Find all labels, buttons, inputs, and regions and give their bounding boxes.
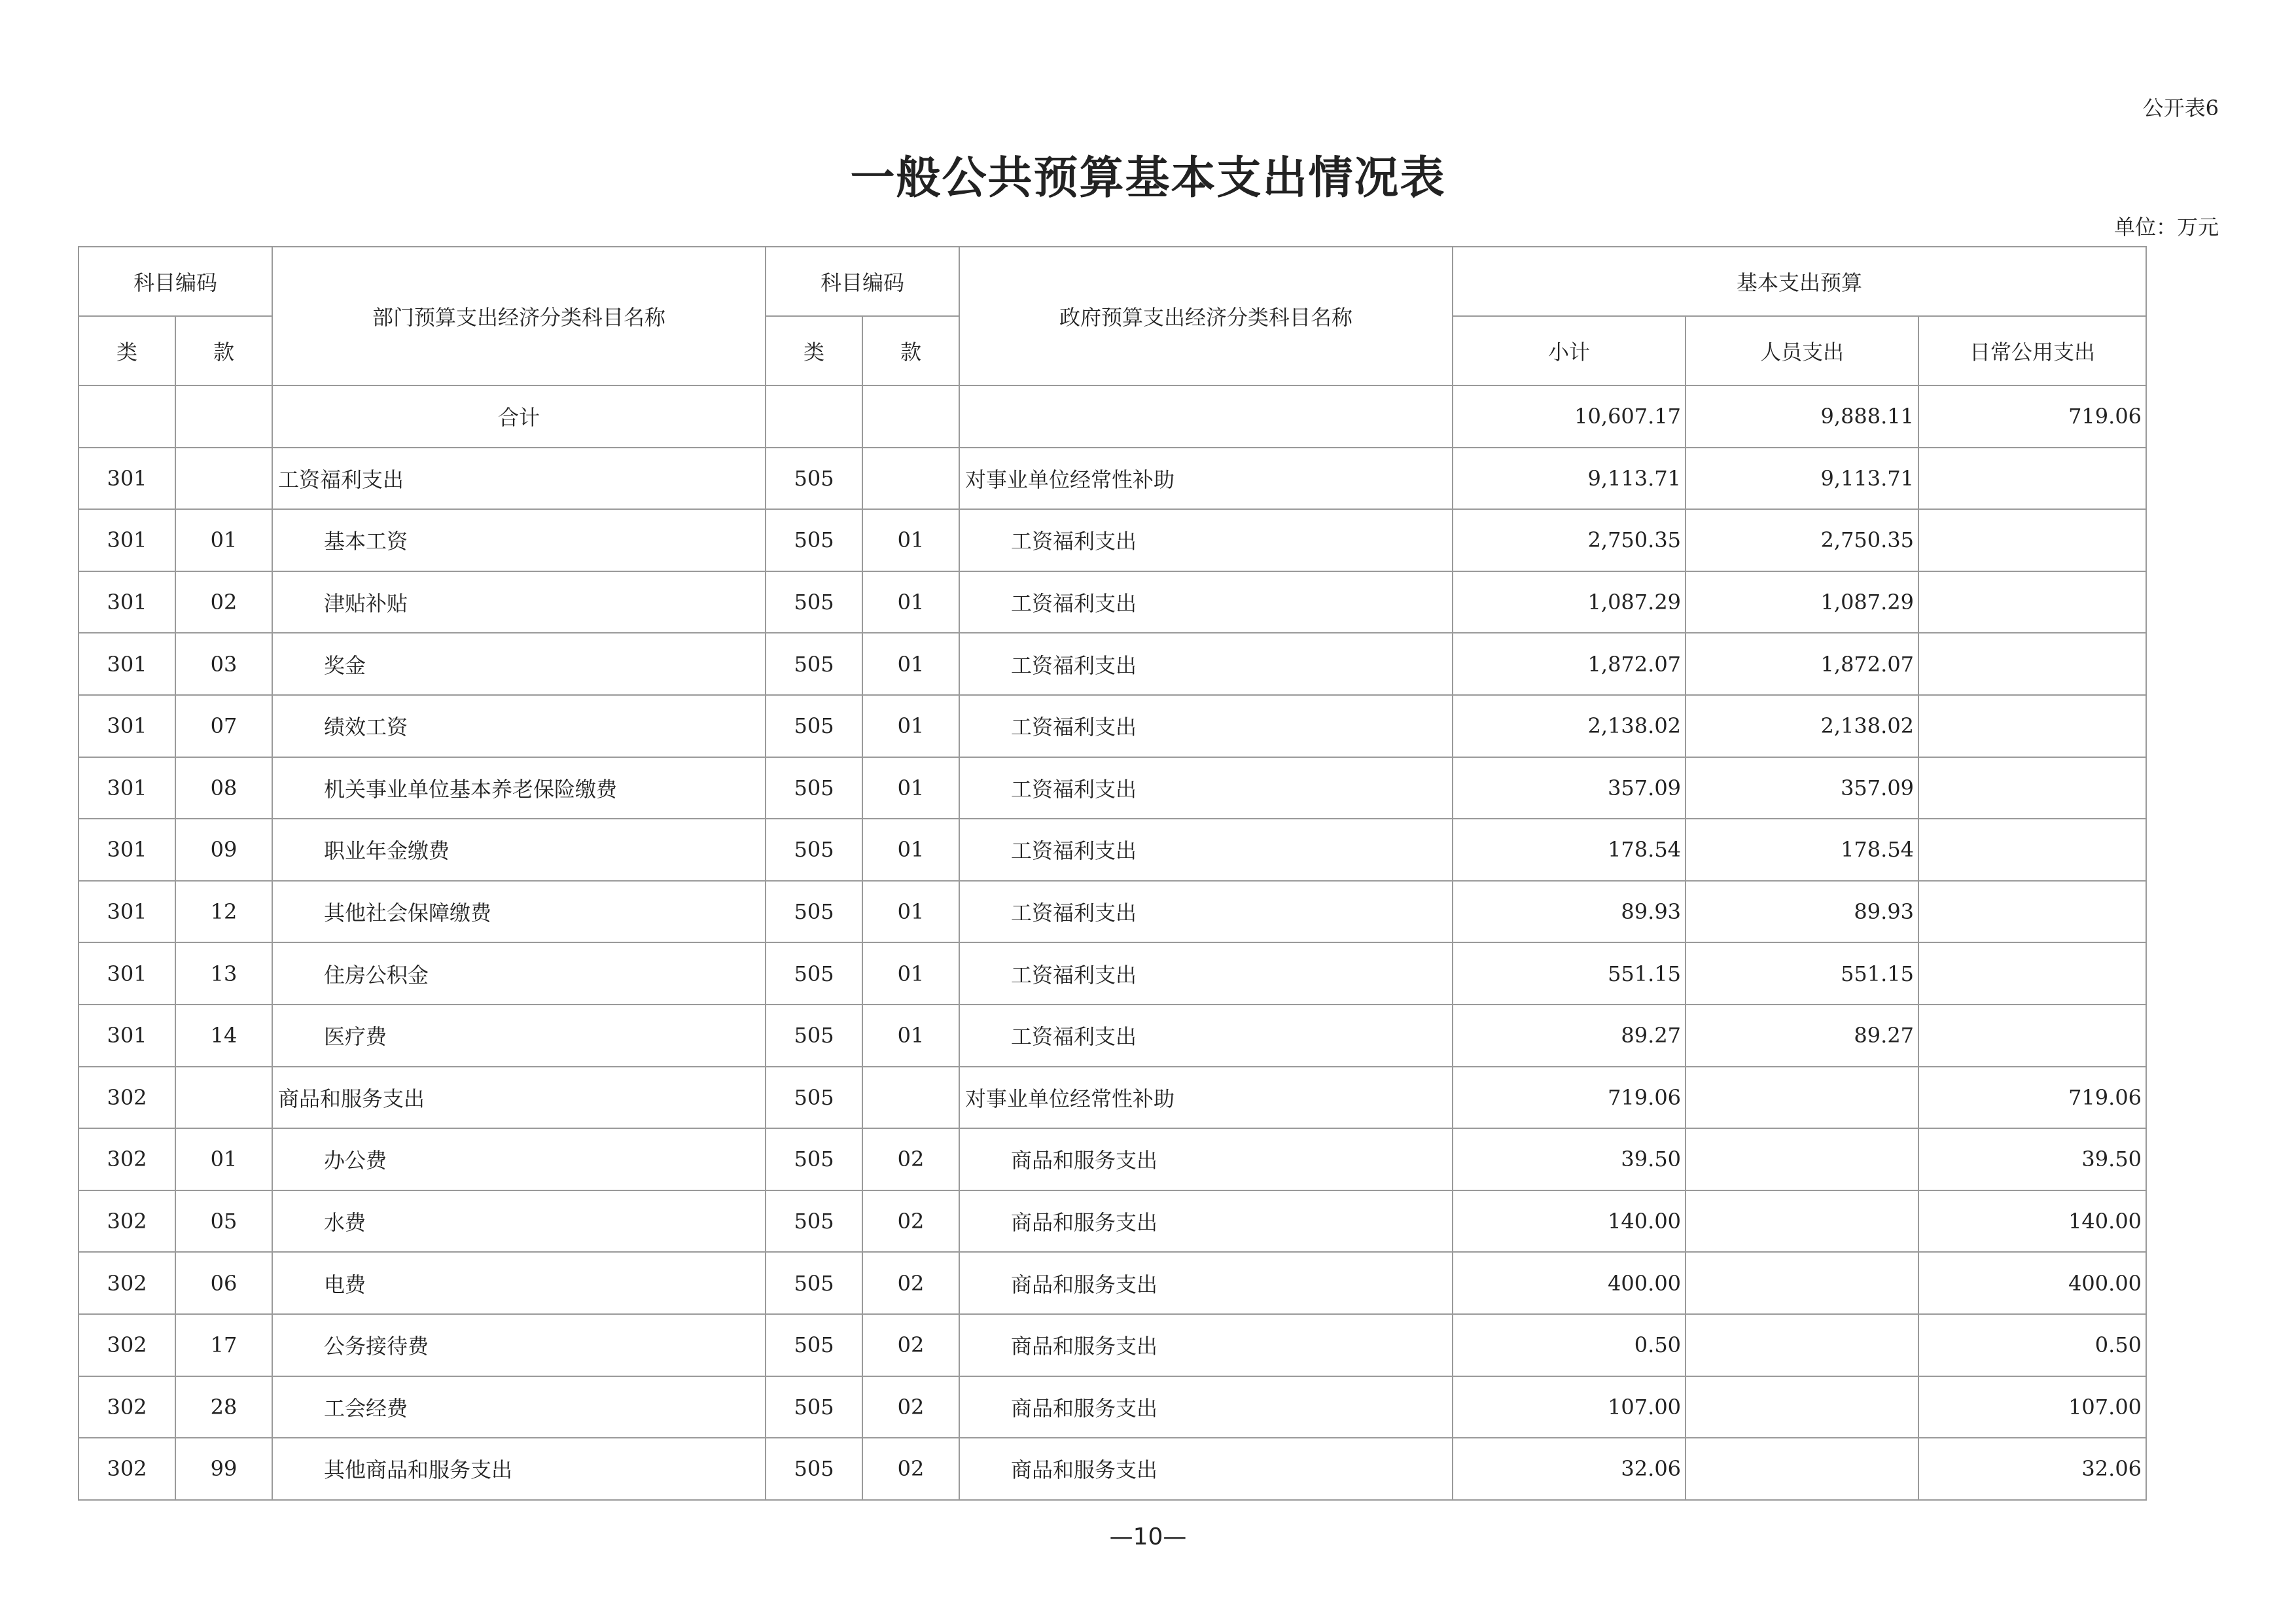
cell-personnel: 1,872.07 (1686, 633, 1918, 695)
cell-kuan: 06 (175, 1252, 272, 1314)
cell-public (1918, 633, 2146, 695)
cell-personnel: 89.27 (1686, 1005, 1918, 1067)
cell-subtotal: 551.15 (1453, 942, 1686, 1005)
table-row (79, 448, 2146, 510)
header-lei: 类 (79, 316, 175, 385)
cell-gov-lei: 505 (766, 819, 862, 881)
cell-kuan: 13 (175, 942, 272, 1005)
cell-kuan: 07 (175, 695, 272, 757)
cell-name: 其他商品和服务支出 (272, 1438, 766, 1500)
table-row (79, 509, 2146, 571)
cell-gov-name: 商品和服务支出 (959, 1314, 1453, 1376)
cell-public (1918, 571, 2146, 633)
cell-gov-lei: 505 (766, 1067, 862, 1129)
table-row (79, 942, 2146, 1005)
cell-name: 机关事业单位基本养老保险缴费 (272, 757, 766, 819)
cell-name: 绩效工资 (272, 695, 766, 757)
cell-public: 39.50 (1918, 1128, 2146, 1190)
cell-kuan: 14 (175, 1005, 272, 1067)
cell-personnel (1686, 1438, 1918, 1500)
total-public: 719.06 (1918, 385, 2146, 448)
cell-name: 工会经费 (272, 1376, 766, 1438)
cell-gov-lei: 505 (766, 757, 862, 819)
cell-gov-kuan: 01 (862, 695, 959, 757)
cell-public: 107.00 (1918, 1376, 2146, 1438)
page-number: —10— (1109, 1524, 1187, 1550)
total-gov-name (959, 385, 1453, 448)
cell-kuan: 09 (175, 819, 272, 881)
cell-gov-lei: 505 (766, 695, 862, 757)
cell-personnel (1686, 1314, 1918, 1376)
cell-public (1918, 757, 2146, 819)
header-dept-code: 科目编码 (79, 247, 272, 316)
cell-public (1918, 881, 2146, 943)
cell-gov-name: 工资福利支出 (959, 1005, 1453, 1067)
table-row (79, 881, 2146, 943)
cell-gov-lei: 505 (766, 942, 862, 1005)
table-row (79, 1252, 2146, 1314)
table-row (79, 1190, 2146, 1253)
cell-public (1918, 1005, 2146, 1067)
budget-table (78, 246, 2147, 1501)
cell-gov-kuan: 01 (862, 1005, 959, 1067)
cell-gov-kuan (862, 448, 959, 510)
cell-subtotal: 1,872.07 (1453, 633, 1686, 695)
cell-gov-kuan: 01 (862, 942, 959, 1005)
cell-name: 医疗费 (272, 1005, 766, 1067)
cell-personnel: 9,113.71 (1686, 448, 1918, 510)
cell-gov-name: 工资福利支出 (959, 881, 1453, 943)
cell-kuan (175, 448, 272, 510)
cell-gov-kuan: 01 (862, 509, 959, 571)
cell-kuan: 99 (175, 1438, 272, 1500)
cell-gov-name: 工资福利支出 (959, 819, 1453, 881)
cell-gov-kuan: 01 (862, 819, 959, 881)
cell-lei: 301 (79, 448, 175, 510)
cell-gov-lei: 505 (766, 509, 862, 571)
header-row-1 (79, 247, 2146, 316)
cell-lei: 302 (79, 1438, 175, 1500)
cell-personnel: 357.09 (1686, 757, 1918, 819)
cell-kuan: 17 (175, 1314, 272, 1376)
cell-gov-lei: 505 (766, 1438, 862, 1500)
cell-personnel: 2,750.35 (1686, 509, 1918, 571)
header-public: 日常公用支出 (1918, 316, 2146, 385)
cell-public: 32.06 (1918, 1438, 2146, 1500)
cell-gov-name: 工资福利支出 (959, 942, 1453, 1005)
cell-subtotal: 89.93 (1453, 881, 1686, 943)
cell-gov-name: 工资福利支出 (959, 695, 1453, 757)
cell-gov-kuan: 01 (862, 571, 959, 633)
cell-gov-name: 商品和服务支出 (959, 1252, 1453, 1314)
cell-gov-kuan: 02 (862, 1376, 959, 1438)
cell-gov-lei: 505 (766, 633, 862, 695)
total-personnel: 9,888.11 (1686, 385, 1918, 448)
cell-kuan (175, 1067, 272, 1129)
cell-gov-kuan: 02 (862, 1128, 959, 1190)
cell-gov-lei: 505 (766, 1005, 862, 1067)
page-title: 一般公共预算基本支出情况表 (850, 152, 1446, 204)
cell-gov-kuan: 01 (862, 633, 959, 695)
cell-name: 职业年金缴费 (272, 819, 766, 881)
cell-subtotal: 32.06 (1453, 1438, 1686, 1500)
cell-subtotal: 2,750.35 (1453, 509, 1686, 571)
cell-gov-lei: 505 (766, 1314, 862, 1376)
cell-gov-name: 商品和服务支出 (959, 1376, 1453, 1438)
cell-public (1918, 509, 2146, 571)
cell-lei: 302 (79, 1376, 175, 1438)
cell-name: 办公费 (272, 1128, 766, 1190)
cell-name: 其他社会保障缴费 (272, 881, 766, 943)
cell-gov-name: 对事业单位经常性补助 (959, 448, 1453, 510)
header-kuan: 款 (175, 316, 272, 385)
cell-name: 奖金 (272, 633, 766, 695)
cell-name: 电费 (272, 1252, 766, 1314)
cell-subtotal: 39.50 (1453, 1128, 1686, 1190)
cell-name: 水费 (272, 1190, 766, 1253)
total-kuan (175, 385, 272, 448)
cell-kuan: 08 (175, 757, 272, 819)
cell-subtotal: 89.27 (1453, 1005, 1686, 1067)
cell-lei: 301 (79, 1005, 175, 1067)
cell-gov-lei: 505 (766, 881, 862, 943)
cell-gov-kuan: 02 (862, 1252, 959, 1314)
cell-personnel (1686, 1067, 1918, 1129)
table-row (79, 1376, 2146, 1438)
total-lei (79, 385, 175, 448)
cell-personnel: 1,087.29 (1686, 571, 1918, 633)
header-subtotal: 小计 (1453, 316, 1686, 385)
cell-subtotal: 178.54 (1453, 819, 1686, 881)
cell-public: 140.00 (1918, 1190, 2146, 1253)
cell-lei: 302 (79, 1314, 175, 1376)
cell-gov-kuan: 02 (862, 1438, 959, 1500)
cell-name: 工资福利支出 (272, 448, 766, 510)
cell-name: 津贴补贴 (272, 571, 766, 633)
cell-lei: 301 (79, 881, 175, 943)
header-basic-budget: 基本支出预算 (1453, 247, 2146, 316)
cell-name: 住房公积金 (272, 942, 766, 1005)
header-gov-name: 政府预算支出经济分类科目名称 (959, 247, 1453, 385)
cell-lei: 301 (79, 571, 175, 633)
cell-subtotal: 2,138.02 (1453, 695, 1686, 757)
cell-lei: 301 (79, 942, 175, 1005)
cell-lei: 301 (79, 695, 175, 757)
cell-personnel (1686, 1128, 1918, 1190)
cell-personnel: 178.54 (1686, 819, 1918, 881)
document-label: 公开表6 (2142, 96, 2219, 120)
cell-gov-name: 工资福利支出 (959, 633, 1453, 695)
cell-lei: 302 (79, 1067, 175, 1129)
cell-gov-kuan: 01 (862, 757, 959, 819)
cell-subtotal: 357.09 (1453, 757, 1686, 819)
cell-kuan: 12 (175, 881, 272, 943)
header-dept-name: 部门预算支出经济分类科目名称 (272, 247, 766, 385)
cell-personnel (1686, 1376, 1918, 1438)
cell-lei: 302 (79, 1128, 175, 1190)
header-gov-kuan: 款 (862, 316, 959, 385)
cell-gov-kuan: 02 (862, 1190, 959, 1253)
cell-gov-lei: 505 (766, 448, 862, 510)
cell-name: 基本工资 (272, 509, 766, 571)
cell-subtotal: 140.00 (1453, 1190, 1686, 1253)
cell-name: 商品和服务支出 (272, 1067, 766, 1129)
cell-subtotal: 400.00 (1453, 1252, 1686, 1314)
cell-gov-lei: 505 (766, 1252, 862, 1314)
cell-subtotal: 9,113.71 (1453, 448, 1686, 510)
cell-gov-name: 对事业单位经常性补助 (959, 1067, 1453, 1129)
cell-kuan: 05 (175, 1190, 272, 1253)
cell-personnel (1686, 1190, 1918, 1253)
cell-gov-name: 工资福利支出 (959, 757, 1453, 819)
cell-kuan: 28 (175, 1376, 272, 1438)
table-row (79, 1005, 2146, 1067)
table-row (79, 819, 2146, 881)
cell-gov-kuan: 02 (862, 1314, 959, 1376)
total-row (79, 385, 2146, 448)
cell-personnel (1686, 1252, 1918, 1314)
cell-lei: 301 (79, 819, 175, 881)
cell-lei: 301 (79, 633, 175, 695)
cell-public (1918, 695, 2146, 757)
table-row (79, 1314, 2146, 1376)
cell-public: 400.00 (1918, 1252, 2146, 1314)
header-personnel: 人员支出 (1686, 316, 1918, 385)
cell-gov-name: 工资福利支出 (959, 571, 1453, 633)
cell-public: 719.06 (1918, 1067, 2146, 1129)
table-row (79, 1438, 2146, 1500)
total-gov-lei (766, 385, 862, 448)
table-row (79, 695, 2146, 757)
cell-public (1918, 448, 2146, 510)
cell-subtotal: 719.06 (1453, 1067, 1686, 1129)
cell-kuan: 03 (175, 633, 272, 695)
cell-gov-name: 商品和服务支出 (959, 1438, 1453, 1500)
cell-personnel: 551.15 (1686, 942, 1918, 1005)
cell-personnel: 2,138.02 (1686, 695, 1918, 757)
cell-gov-lei: 505 (766, 1128, 862, 1190)
cell-public (1918, 942, 2146, 1005)
cell-gov-lei: 505 (766, 1376, 862, 1438)
cell-kuan: 01 (175, 509, 272, 571)
cell-gov-name: 商品和服务支出 (959, 1128, 1453, 1190)
cell-gov-name: 商品和服务支出 (959, 1190, 1453, 1253)
table-row (79, 633, 2146, 695)
cell-public: 0.50 (1918, 1314, 2146, 1376)
cell-gov-lei: 505 (766, 1190, 862, 1253)
table-row (79, 1128, 2146, 1190)
header-gov-code: 科目编码 (766, 247, 959, 316)
cell-gov-kuan: 01 (862, 881, 959, 943)
cell-lei: 301 (79, 757, 175, 819)
cell-lei: 301 (79, 509, 175, 571)
table-row (79, 1067, 2146, 1129)
cell-lei: 302 (79, 1252, 175, 1314)
table-row (79, 757, 2146, 819)
cell-subtotal: 1,087.29 (1453, 571, 1686, 633)
cell-gov-kuan (862, 1067, 959, 1129)
cell-name: 公务接待费 (272, 1314, 766, 1376)
table-row (79, 571, 2146, 633)
total-gov-kuan (862, 385, 959, 448)
cell-lei: 302 (79, 1190, 175, 1253)
unit-label: 单位：万元 (2113, 215, 2219, 240)
cell-personnel: 89.93 (1686, 881, 1918, 943)
cell-public (1918, 819, 2146, 881)
cell-kuan: 01 (175, 1128, 272, 1190)
total-label: 合计 (272, 385, 766, 448)
cell-gov-lei: 505 (766, 571, 862, 633)
cell-kuan: 02 (175, 571, 272, 633)
header-gov-lei: 类 (766, 316, 862, 385)
cell-subtotal: 0.50 (1453, 1314, 1686, 1376)
cell-subtotal: 107.00 (1453, 1376, 1686, 1438)
cell-gov-name: 工资福利支出 (959, 509, 1453, 571)
total-subtotal: 10,607.17 (1453, 385, 1686, 448)
